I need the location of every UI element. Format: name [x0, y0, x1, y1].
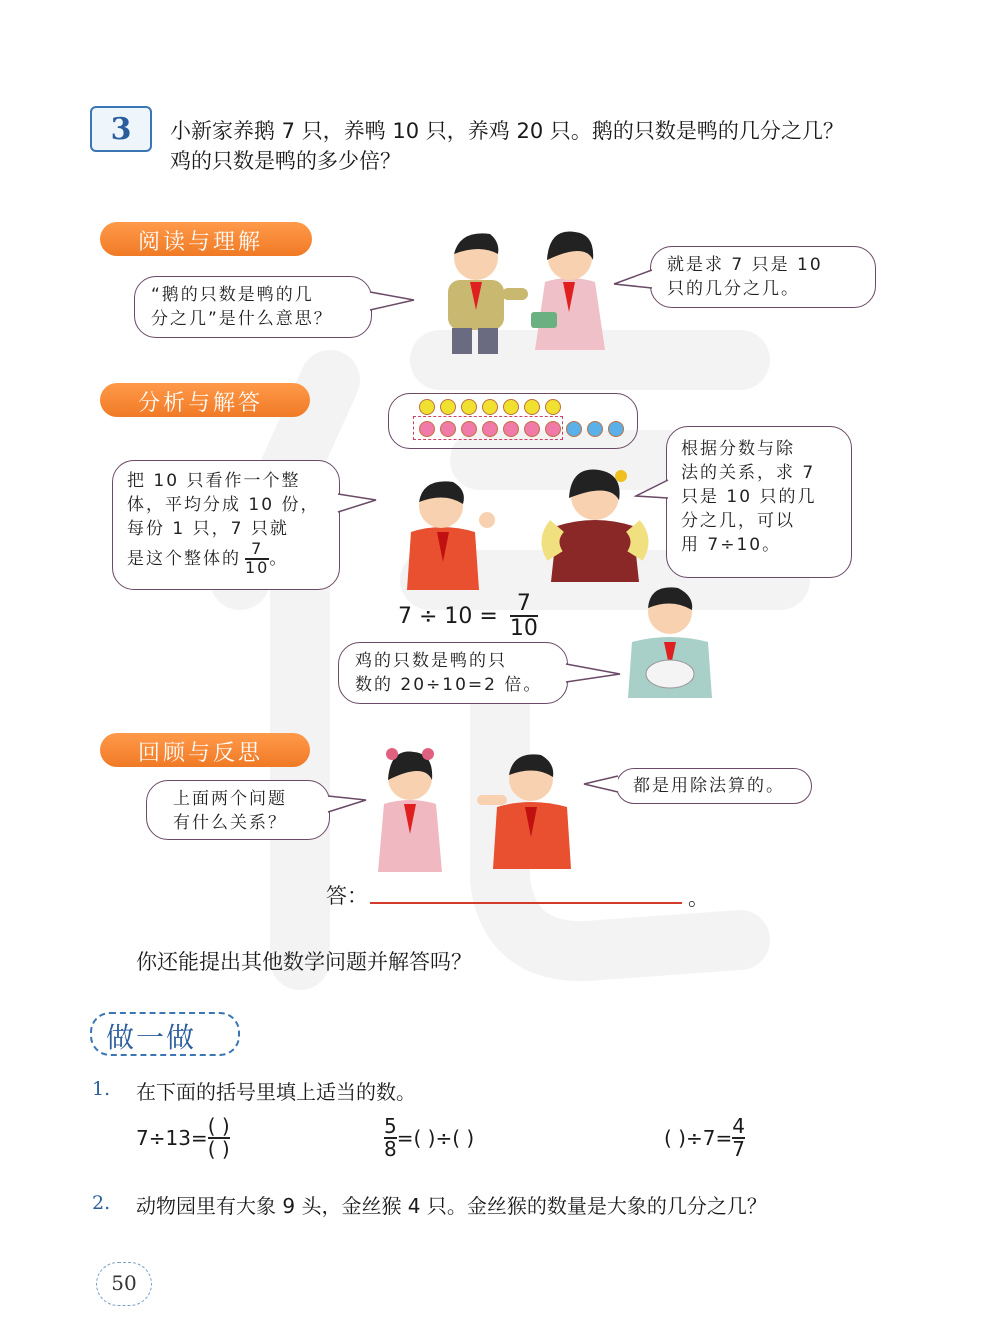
bubble-tail [582, 774, 620, 796]
do-it-badge [90, 1012, 240, 1056]
bubble-tail [368, 286, 418, 316]
duck-dot [524, 421, 540, 437]
bubble-answer-meaning [650, 246, 876, 308]
fraction [510, 592, 538, 640]
duck-dot [566, 421, 582, 437]
duck-dot [608, 421, 624, 437]
exercise-1-number: 1. [92, 1078, 111, 1100]
bubble-text: 数的 20÷10=2 倍。 [355, 675, 543, 695]
fraction [732, 1116, 745, 1160]
bubble-text: 鸡的只数是鸭的只 [355, 651, 507, 671]
fraction-numerator: 5 [384, 1114, 397, 1138]
goose-dot [419, 399, 435, 415]
section-read-banner: 阅读与理解 [100, 222, 312, 256]
bubble-text: 把 10 只看作一个整 [127, 471, 301, 491]
blank-denominator[interactable]: ( ) [207, 1137, 230, 1161]
problem-line-2: 鸡的只数是鸭的多少倍？ [170, 149, 401, 173]
duck-dot [482, 421, 498, 437]
goose-dot [482, 399, 498, 415]
bubble-text: 分之几”是什么意思？ [151, 309, 333, 329]
formula-right[interactable]: =( )÷( ) [396, 1126, 475, 1150]
bubble-tail [634, 478, 670, 502]
goose-dot [545, 399, 561, 415]
section-review-banner: 回顾与反思 [100, 733, 310, 767]
girl-illustration [370, 740, 450, 878]
do-it-title: 做一做 [106, 1021, 197, 1054]
exercise-formula-1 [136, 1116, 230, 1160]
bubble-text: 只的几分之几。 [667, 279, 800, 299]
exercise-formula-2 [384, 1116, 474, 1160]
formula-left: 7 ÷ 10 = [398, 603, 498, 629]
bubble-fraction-line [127, 541, 325, 577]
boy-with-chicken-illustration [620, 578, 720, 703]
bubble-text: 。 [269, 548, 289, 569]
goose-dot [503, 399, 519, 415]
bubble-relation-question [146, 780, 330, 840]
bubble-tail [564, 660, 624, 686]
fraction-denominator: 7 [732, 1137, 745, 1161]
bubble-text: 是这个整体的 [127, 548, 241, 569]
bubble-text: 根据分数与除 [681, 439, 795, 459]
bubble-text: 法的关系，求 7 [681, 463, 816, 483]
answer-label: 答： [326, 884, 368, 908]
bubble-text: 体，平均分成 10 份， [127, 495, 320, 515]
division-formula [398, 592, 538, 640]
bubble-text: 用 7÷10。 [681, 535, 782, 555]
goose-dot [461, 399, 477, 415]
fraction [245, 541, 269, 577]
bubble-text: 只是 10 只的几 [681, 487, 817, 507]
duck-dot [503, 421, 519, 437]
fraction-denominator: 10 [245, 557, 270, 577]
exercise-2-text: 动物园里有大象 9 头，金丝猴 4 只。金丝猴的数量是大象的几分之几？ [136, 1194, 767, 1218]
goose-dot [524, 399, 540, 415]
bubble-question-meaning [134, 276, 372, 338]
exercise-2-number: 2. [92, 1192, 111, 1214]
bubble-text: 每份 1 只，7 只就 [127, 519, 289, 539]
bubble-text: “鹅的只数是鸭的几 [151, 285, 314, 305]
bubble-text: 有什么关系？ [173, 813, 287, 833]
fraction-numerator: 7 [516, 591, 531, 616]
formula-left: 7÷13= [136, 1126, 208, 1150]
duck-dot [545, 421, 561, 437]
answer-blank-line[interactable] [370, 902, 682, 904]
duck-dot [440, 421, 456, 437]
duck-dot [419, 421, 435, 437]
bubble-tail [336, 490, 380, 516]
bubble-division-relation [666, 426, 852, 578]
bubble-text: 就是求 7 只是 10 [667, 255, 823, 275]
boy-illustration [475, 745, 580, 873]
problem-number-badge: 3 [90, 106, 152, 152]
blank-numerator[interactable]: ( ) [207, 1114, 230, 1138]
formula-left[interactable]: ( )÷7= [664, 1126, 733, 1150]
duck-dot [587, 421, 603, 437]
page-number: 50 [96, 1262, 152, 1306]
bubble-whole-explanation [112, 460, 340, 590]
fraction-denominator: 10 [509, 616, 538, 642]
problem-text [170, 116, 950, 176]
dot-diagram [388, 393, 638, 449]
answer-end: 。 [688, 886, 709, 910]
problem-line-1: 小新家养鹅 7 只，养鸭 10 只，养鸡 20 只。鹅的只数是鸭的几分之几？ [170, 119, 844, 143]
duck-dot [461, 421, 477, 437]
bubble-tail [612, 268, 654, 292]
boy-illustration [420, 220, 530, 355]
fraction [384, 1116, 397, 1160]
bubble-text: 上面两个问题 [173, 789, 287, 809]
fraction-denominator: 8 [384, 1137, 397, 1161]
bubble-text: 分之几，可以 [681, 511, 795, 531]
section-analyze-banner: 分析与解答 [100, 383, 310, 417]
boy-illustration [395, 470, 495, 590]
bubble-times-answer [338, 642, 568, 704]
exercise-1-text: 在下面的括号里填上适当的数。 [136, 1080, 416, 1104]
fraction [208, 1116, 230, 1160]
bubble-division-answer: 都是用除法算的。 [616, 768, 812, 804]
fraction-numerator: 4 [732, 1114, 745, 1138]
extra-question: 你还能提出其他数学问题并解答吗？ [136, 950, 472, 974]
exercise-formula-3 [664, 1116, 745, 1160]
goose-dot [440, 399, 456, 415]
bubble-tail [326, 792, 370, 816]
fraction-numerator: 7 [251, 539, 264, 558]
girl-illustration [525, 220, 615, 355]
